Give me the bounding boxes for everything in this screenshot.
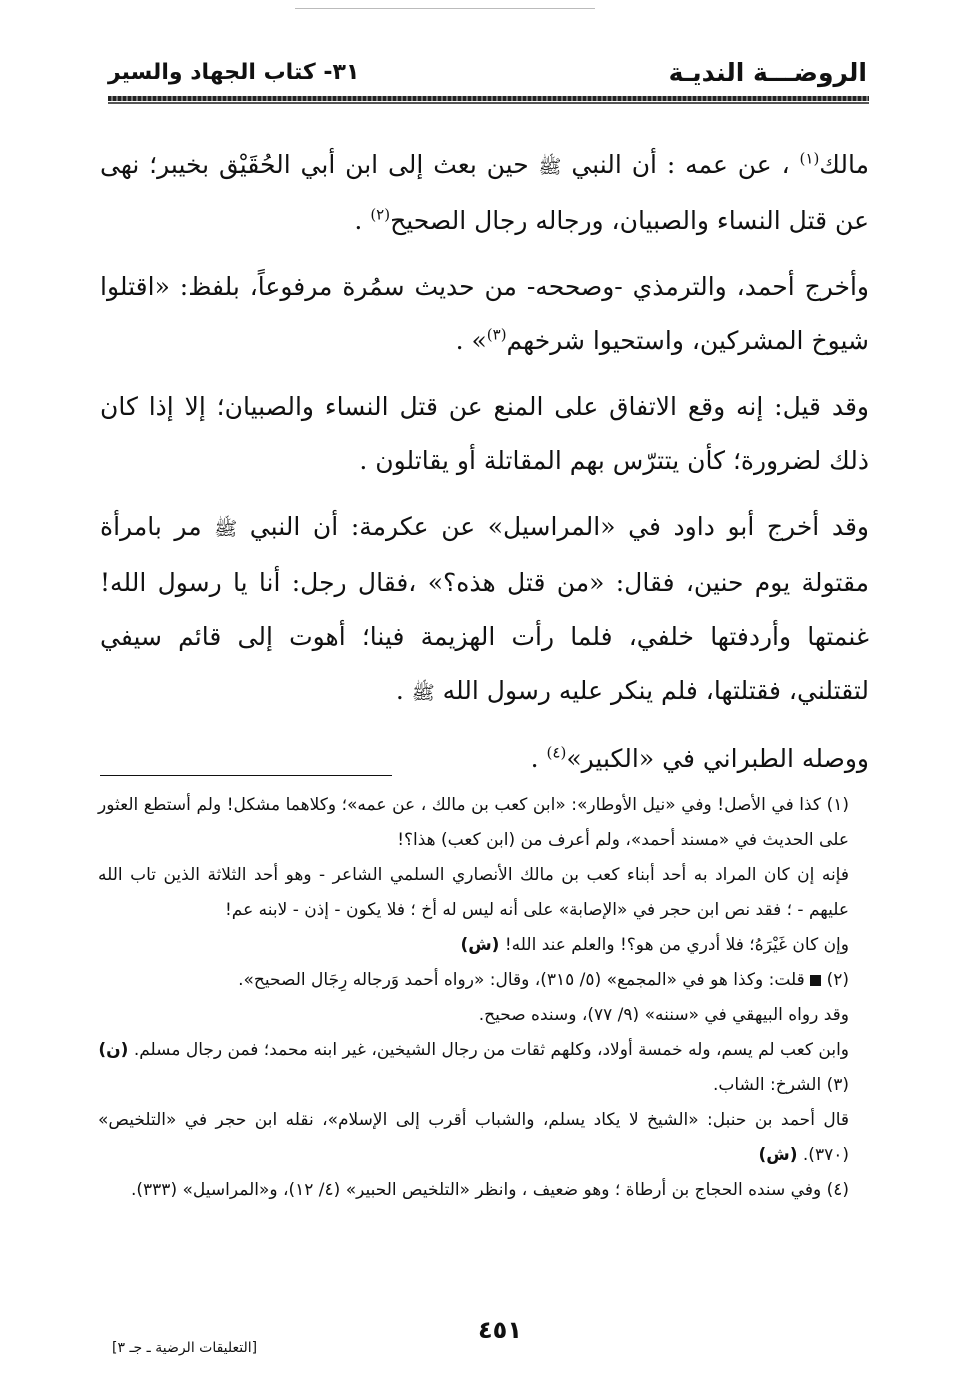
text: قال أحمد بن حنبل: «الشيخ لا يكاد يسلم، والشباب أقرب إلى الإسلام»، نقله ابن حجر في «التلخيص» (٣٧٠).: [98, 1110, 849, 1165]
footnote-ref-4[interactable]: (٤): [546, 743, 567, 762]
footnote-1-end: [98, 928, 873, 963]
text: .: [354, 206, 371, 235]
footnote-2-end: [98, 1033, 873, 1068]
footnote-divider: [100, 775, 392, 776]
text: مر بامرأة مقتولة يوم حنين، فقال: «من قتل هذه؟» ،فقال رجل: أنا يا رسول الله! غنمتها وأردفتها خلفي، فلما رأت الهزيمة فينا؛ أهوت إلى قائم سيفي لتقتلني، فقتلتها، فلم ينكر عليه رسول الله: [100, 512, 869, 705]
paragraph-4: [100, 500, 869, 720]
book-title: الروضـــة النديـة: [668, 58, 867, 87]
text: » .: [455, 326, 487, 355]
footnote-ref-1[interactable]: (١): [799, 149, 820, 168]
paragraph-2: [100, 260, 869, 368]
text: مالك: [819, 150, 869, 179]
editor-sign: (ش): [460, 935, 500, 955]
footnote-1-cont: فإنه إن كان المراد به أحد أبناء كعب بن مالك الأنصاري السلمي الشاعر - وهو أحد الثلاثة الذين تاب الله عليهم - ؛ فقد نص ابن حجر في «الإصابة» على أنه ليس له أخ ؛ فلا يكون - إذن - لابنه عم!: [98, 865, 849, 920]
footnote-3: (٣) الشرخ: الشاب.: [712, 1075, 849, 1095]
text: ، عن عمه : أن النبي: [561, 150, 800, 179]
salutation-glyph: ﷺ: [214, 518, 238, 540]
header-rule: [108, 96, 869, 101]
main-text: [100, 138, 869, 798]
running-header: [108, 58, 867, 94]
text: ووصله الطبراني في «الكبير»: [566, 744, 869, 773]
editor-sign: (ش): [758, 1145, 798, 1165]
square-bullet-icon: [810, 975, 821, 986]
text: حين بعث إلى ابن أبي الحُقَيْق بخيبر؛ نهى عن قتل النساء والصبيان، ورجاله رجال الصحيح: [100, 150, 869, 235]
text: قلت: وكذا هو في «المجمع» (٥/ ٣١٥)، وقال: «رواه أحمد وَرجاله رِجَال الصحيح».: [238, 970, 811, 990]
paragraph-1: [100, 138, 869, 248]
footnote-1: (١) كذا في الأصل! وفي «نيل الأوطار»: «ابن كعب بن مالك ، عن عمه»؛ وكلاهما مشكل! ولم أستطع العثور على الحديث في «مسند أحمد»، ولم أعرف من (ابن كعب) هذا؟!: [98, 795, 849, 850]
paragraph-3: وقد قيل: إنه وقع الاتفاق على المنع عن قتل النساء والصبيان؛ إلا إذا كان ذلك لضرورة؛ كأن يتترّس بهم المقاتلة أو يقاتلون .: [100, 392, 869, 475]
text: .: [395, 676, 412, 705]
chapter-title: ٣١- كتاب الجهاد والسير: [108, 60, 360, 85]
footnote-2-cont: وقد رواه البيهقي في «سننه» (٩/ ٧٧)، وسنده صحيح.: [478, 1005, 849, 1025]
text: وأخرج أحمد، والترمذي -وصححه- من حديث سمُرة مرفوعاً، بلفظ: «اقتلوا شيوخ المشركين، واستحيوا شرخهم: [100, 272, 869, 355]
paragraph-5: [100, 732, 869, 786]
text: وإن كان غَيْرَهُ؛ فلا أدري من هو؟! والعلم عند الله!: [504, 935, 849, 955]
salutation-glyph: ﷺ: [538, 156, 562, 178]
text: .: [530, 744, 547, 773]
header-rule-thin: [108, 102, 869, 104]
editor-sign: (ن): [98, 1040, 129, 1060]
text: وابن كعب لم يسم، وله خمسة أولاد، وكلهم ثقات من رجال الشيخين، غير ابنه محمد؛ فمن رجال مسلم.: [133, 1040, 849, 1060]
text: (٢): [821, 970, 849, 990]
footnotes: [98, 788, 873, 1208]
salutation-glyph: ﷺ: [411, 682, 435, 704]
scan-mark: [295, 8, 595, 9]
footnote-ref-3[interactable]: (٣): [486, 325, 507, 344]
footnote-3-cont: [98, 1103, 873, 1173]
footnote-ref-2[interactable]: (٢): [370, 205, 391, 224]
footer-label: [التعليقات الرضية ـ جـ ٣]: [112, 1340, 258, 1356]
footnote-4: (٤) وفي سنده الحجاج بن أرطاة ؛ وهو ضعيف ، وانظر «التلخيص الحبير» (٤/ ١٢)، و«المراسيل» (٣٣٣).: [131, 1180, 849, 1200]
footnote-2: [98, 963, 873, 998]
page-number: ٤٥١: [478, 1316, 522, 1344]
text: وقد أخرج أبو داود في «المراسيل» عن عكرمة: أن النبي: [237, 512, 869, 541]
